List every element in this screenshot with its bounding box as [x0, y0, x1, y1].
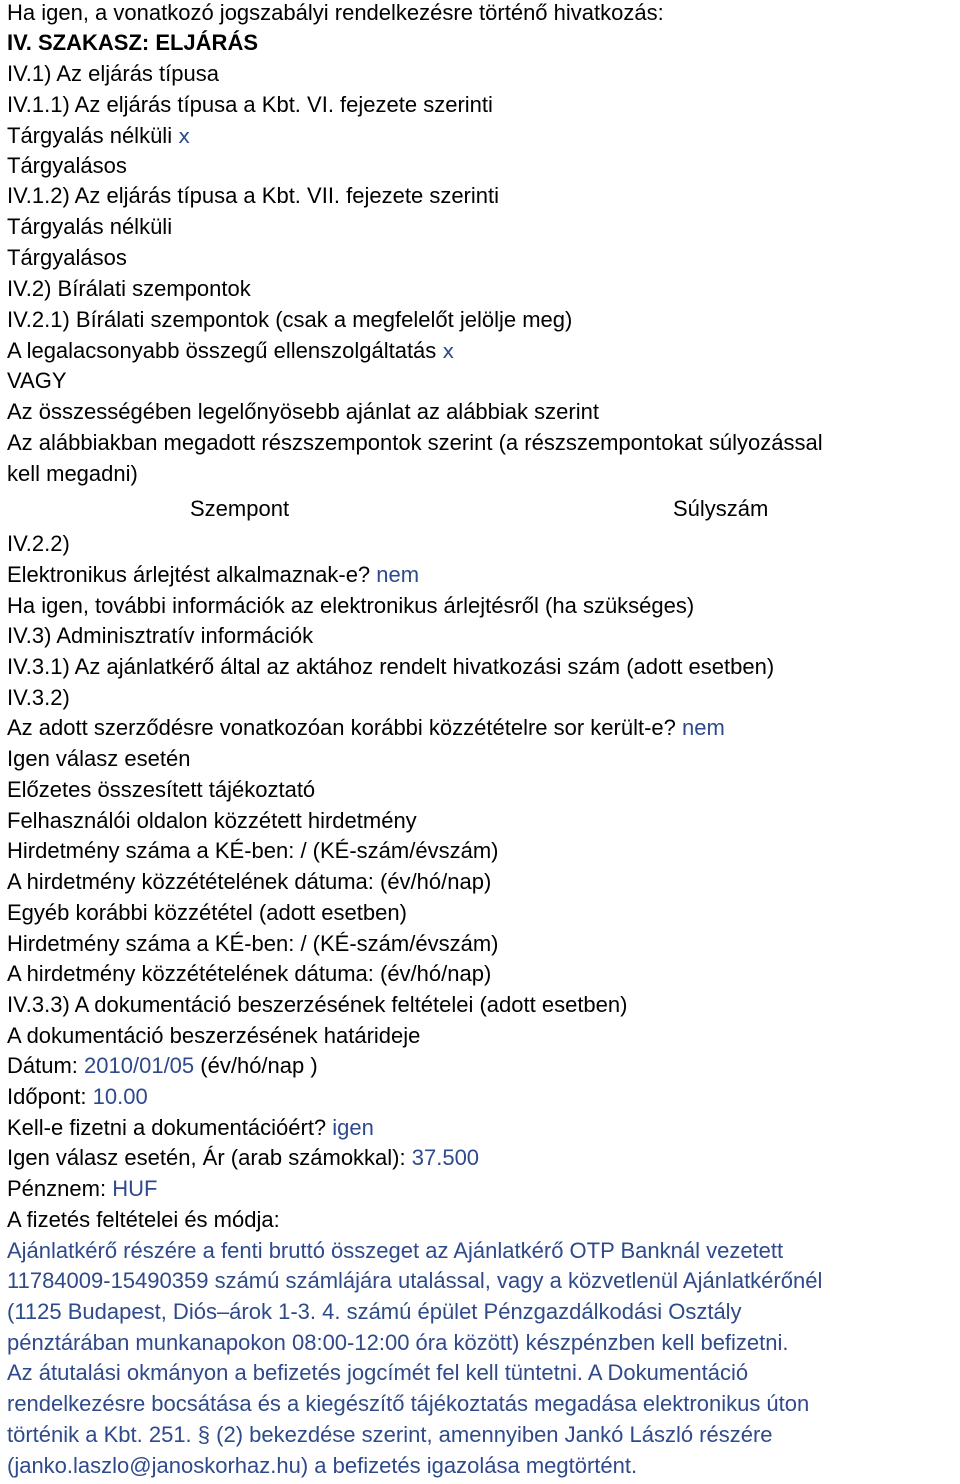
best-value-option: Az összességében legelőnyösebb ajánlat az alábbiak szerint	[7, 399, 599, 424]
option-label: A legalacsonyabb összegű ellenszolgáltatás	[7, 338, 437, 363]
selected-mark: x	[442, 339, 455, 363]
option-without-negotiation-2: Tárgyalás nélküli	[7, 214, 173, 239]
time-line	[7, 1081, 148, 1112]
question-label: Kell-e fizetni a dokumentációért?	[7, 1115, 327, 1140]
documentation-conditions-heading: IV.3.3) A dokumentáció beszerzésének feltételei (adott esetben)	[7, 992, 628, 1017]
price-value: 37.500	[411, 1145, 480, 1170]
date-value: 2010/01/05	[84, 1053, 195, 1078]
payment-text-line: pénztárában munkanapokon 08:00-12:00 óra között) készpénzben kell befizetni.	[7, 1330, 789, 1355]
subsection-heading: IV.1) Az eljárás típusa	[7, 61, 219, 86]
column-header-criterion: Szempont	[190, 496, 290, 521]
prior-notice-line: Előzetes összesített tájékoztató	[7, 777, 316, 802]
option-negotiated: Tárgyalásos	[7, 153, 127, 178]
payment-text-line: rendelkezésre bocsátása és a kiegészítő tájékoztatás megadása elektronikus úton	[7, 1391, 810, 1416]
selected-mark: x	[178, 124, 191, 148]
payment-terms-label: A fizetés feltételei és módja:	[7, 1207, 280, 1232]
date-label: Dátum:	[7, 1053, 78, 1078]
criteria-heading: IV.2) Bírálati szempontok	[7, 276, 251, 301]
payment-text-line: történik a Kbt. 251. § (2) bekezdése szerint, amennyiben Jankó László részére	[7, 1422, 773, 1447]
date-line	[7, 1050, 318, 1081]
notice-number-line: Hirdetmény száma a KÉ-ben: / (KÉ-szám/évszám)	[7, 838, 499, 863]
question-label: Elektronikus árlejtést alkalmaznak-e?	[7, 562, 371, 587]
admin-info-heading: IV.3) Adminisztratív információk	[7, 623, 314, 648]
reference-line: Ha igen, a vonatkozó jogszabályi rendelkezésre történő hivatkozás:	[7, 0, 664, 25]
or-separator: VAGY	[7, 368, 67, 393]
currency-value: HUF	[112, 1176, 158, 1201]
payment-text-line: 11784009-15490359 számú számlájára utalással, vagy a közvetlenül Ajánlatkérőnél	[7, 1268, 823, 1293]
currency-label: Pénznem:	[7, 1176, 107, 1201]
section-heading: IV. SZAKASZ: ELJÁRÁS	[7, 30, 259, 55]
time-label: Időpont:	[7, 1084, 87, 1109]
publication-date-line-2: A hirdetmény közzétételének dátuma: (év/hó/nap)	[7, 961, 492, 986]
fee-question-line	[7, 1112, 374, 1143]
section-iv-3-2: IV.3.2)	[7, 685, 70, 710]
criteria-subheading: IV.2.1) Bírálati szempontok (csak a megfelelőt jelölje meg)	[7, 307, 573, 332]
answer-value: nem	[376, 562, 420, 587]
time-value: 10.00	[92, 1084, 148, 1109]
payment-text-line: (1125 Budapest, Diós–árok 1-3. 4. számú épület Pénzgazdálkodási Osztály	[7, 1299, 742, 1324]
date-format: (év/hó/nap )	[200, 1053, 318, 1078]
reference-number-line: IV.3.1) Az ajánlatkérő által az aktához rendelt hivatkozási szám (adott esetben)	[7, 654, 775, 679]
lowest-price-option	[7, 335, 454, 366]
procedure-type-vii: IV.1.2) Az eljárás típusa a Kbt. VII. fejezete szerinti	[7, 183, 500, 208]
payment-text-line: Ajánlatkérő részére a fenti bruttó összeget az Ajánlatkérő OTP Banknál vezetett	[7, 1238, 784, 1263]
option-without-negotiation	[7, 120, 190, 151]
answer-value: nem	[682, 715, 725, 740]
answer-value: igen	[332, 1115, 374, 1140]
publication-date-line: A hirdetmény közzétételének dátuma: (év/hó/nap)	[7, 869, 492, 894]
previous-publication-question	[7, 712, 725, 743]
other-publication-line: Egyéb korábbi közzététel (adott esetben)	[7, 900, 407, 925]
question-label: Az adott szerződésre vonatkozóan korábbi közzétételre sor került-e?	[7, 715, 676, 740]
buyer-profile-line: Felhasználói oldalon közzétett hirdetmény	[7, 808, 417, 833]
documentation-deadline-line: A dokumentáció beszerzésének határideje	[7, 1023, 421, 1048]
sub-criteria-text-cont: kell megadni)	[7, 461, 138, 486]
payment-text-line: (janko.laszlo@janoskorhaz.hu) a befizetés igazolása megtörtént.	[7, 1453, 638, 1478]
option-negotiated-2: Tárgyalásos	[7, 245, 127, 270]
sub-criteria-text: Az alábbiakban megadott részszempontok szerint (a részszempontokat súlyozással	[7, 430, 823, 455]
price-label: Igen válasz esetén, Ár (arab számokkal):	[7, 1145, 406, 1170]
column-header-weight: Súlyszám	[673, 496, 769, 521]
option-label: Tárgyalás nélküli	[7, 123, 173, 148]
price-line	[7, 1142, 479, 1173]
if-yes-line: Igen válasz esetén	[7, 746, 191, 771]
section-iv-2-2: IV.2.2)	[7, 531, 70, 556]
procedure-type-vi: IV.1.1) Az eljárás típusa a Kbt. VI. fejezete szerinti	[7, 92, 493, 117]
payment-text-line: Az átutalási okmányon a befizetés jogcímét fel kell tüntetni. A Dokumentáció	[7, 1360, 749, 1385]
e-auction-question	[7, 559, 419, 590]
e-auction-info: Ha igen, további információk az elektronikus árlejtésről (ha szükséges)	[7, 593, 695, 618]
notice-number-line-2: Hirdetmény száma a KÉ-ben: / (KÉ-szám/évszám)	[7, 931, 499, 956]
currency-line	[7, 1173, 157, 1204]
